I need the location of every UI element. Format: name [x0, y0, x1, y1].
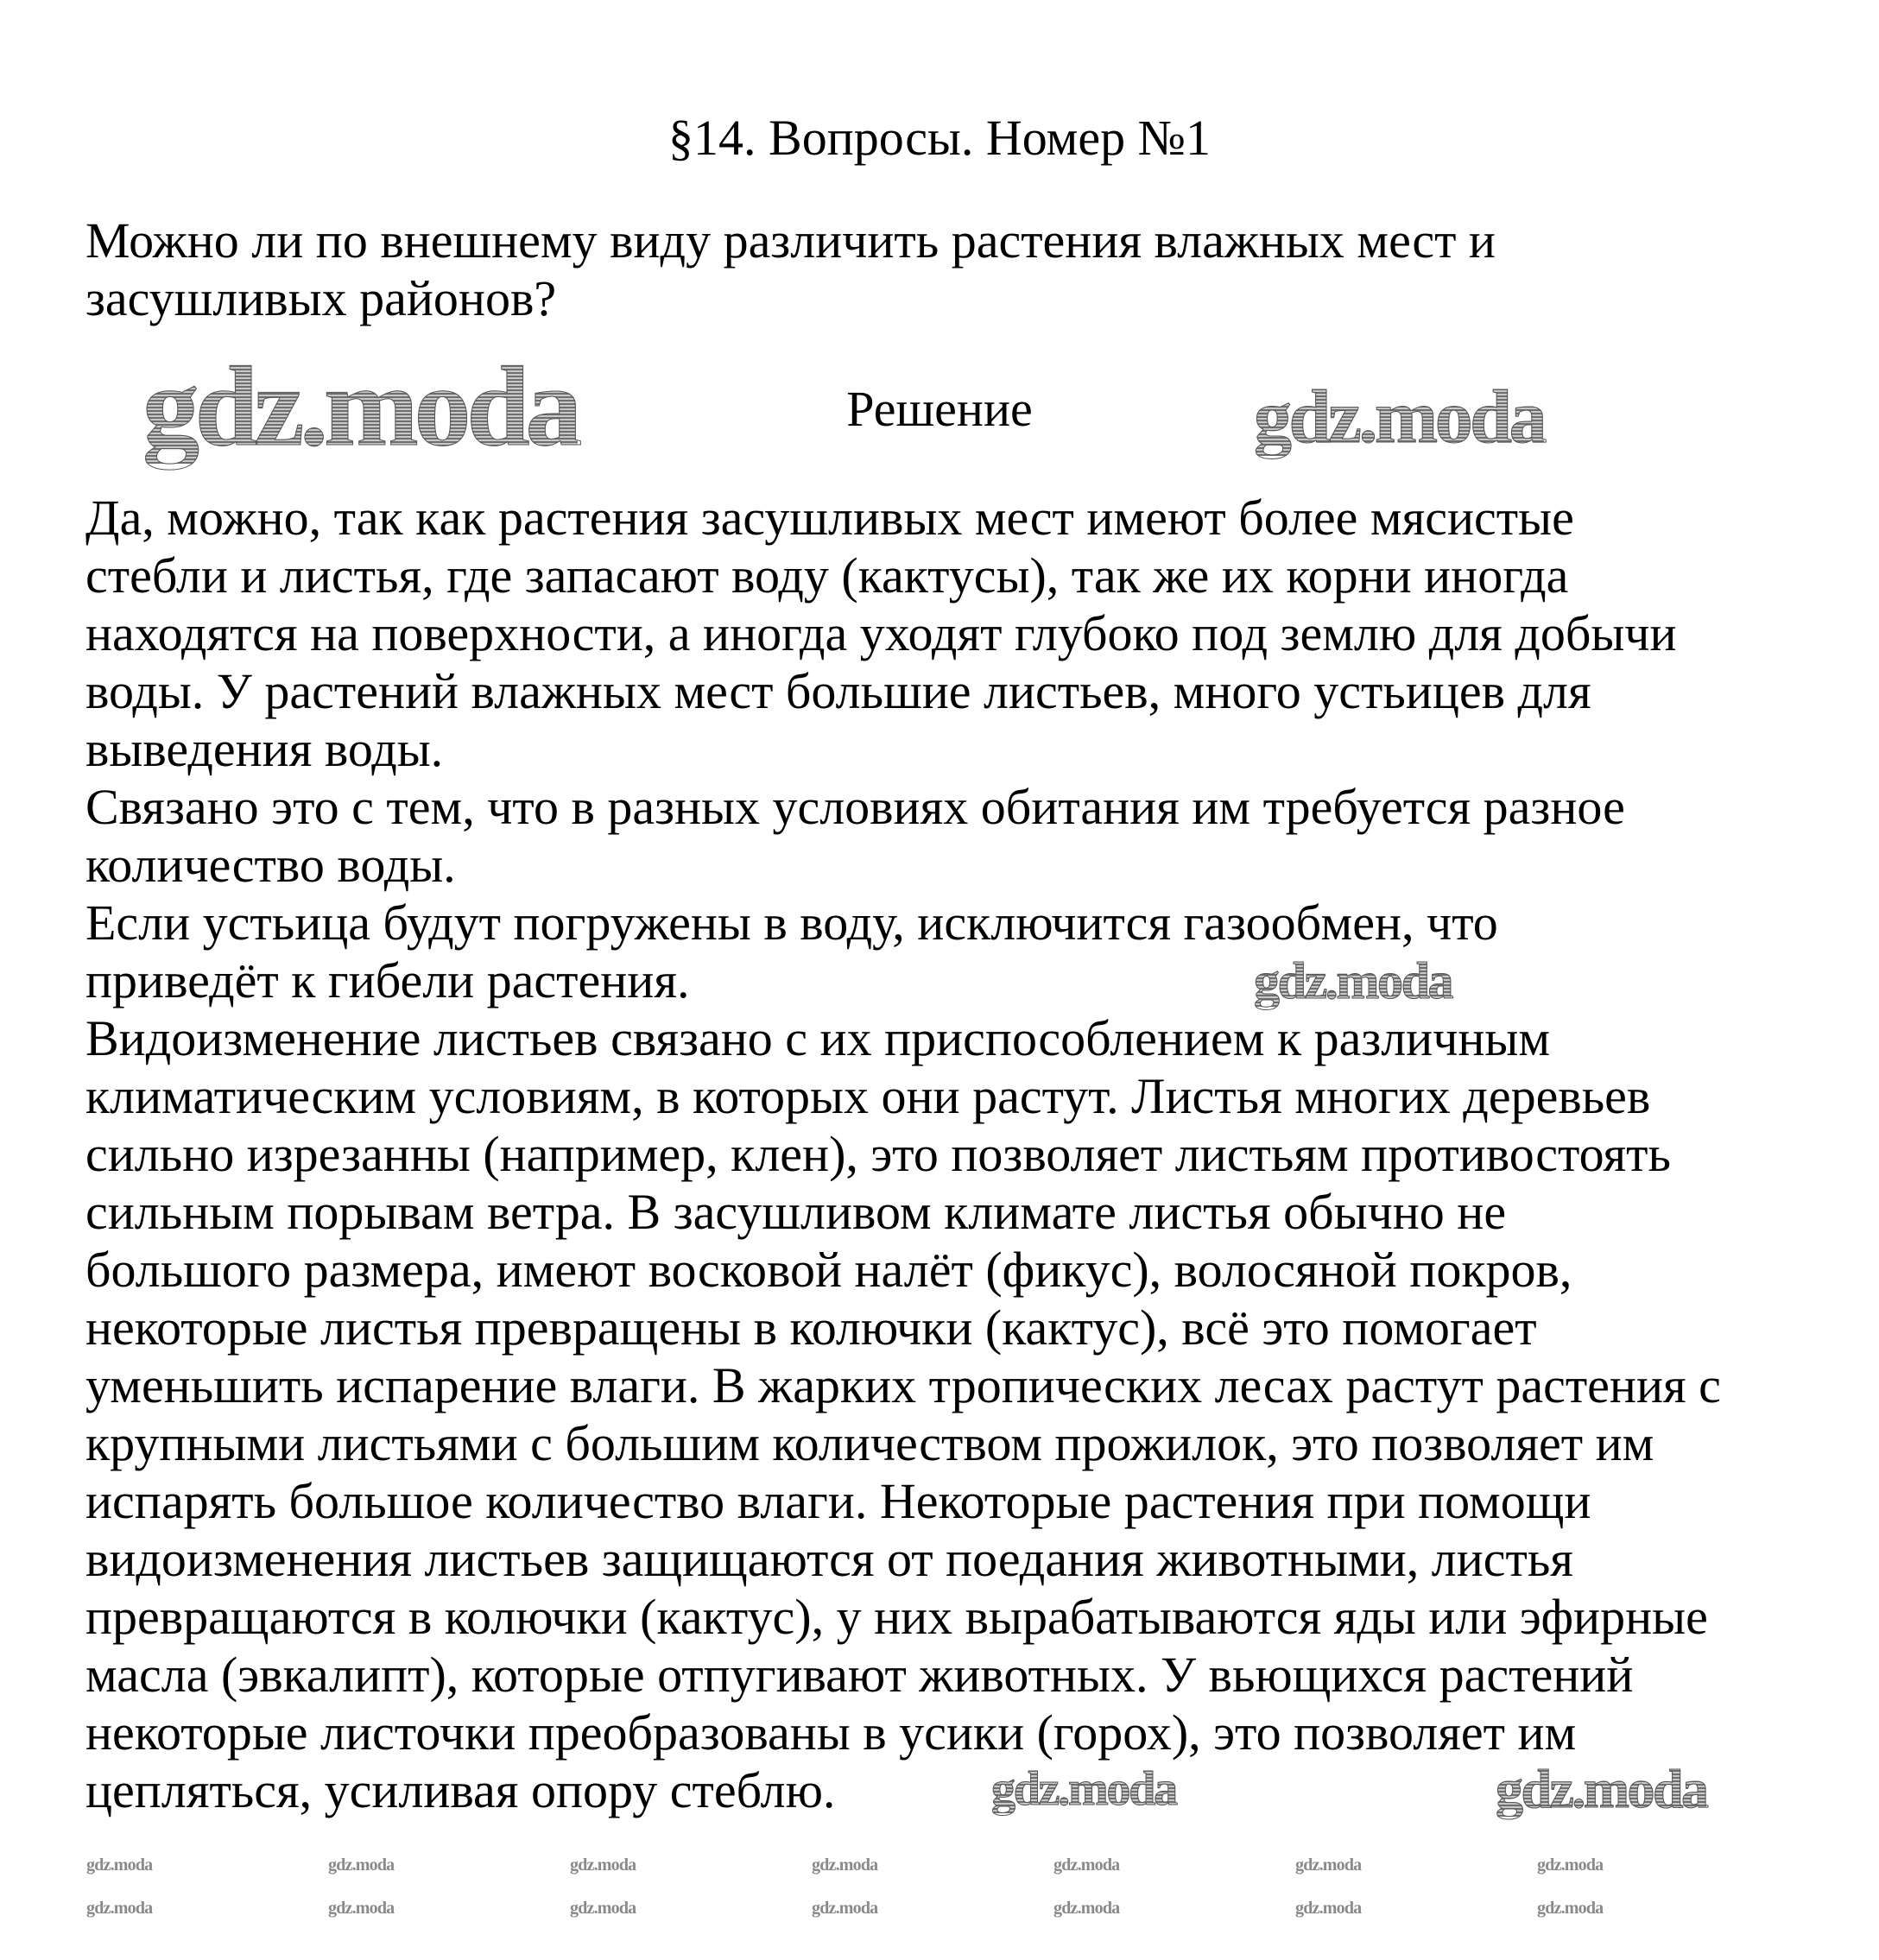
answer-line: находятся на поверхности, а иногда уходят глубоко под землю для добычи: [85, 605, 1677, 661]
answer-line: крупными листьями с большим количеством прожилок, это позволяет им: [85, 1415, 1654, 1471]
watermark-small: gdz.moda: [1537, 1899, 1604, 1918]
answer-line: Связано это с тем, что в разных условиях обитания им требуется разное: [85, 779, 1625, 835]
answer-line: приведёт к гибели растения.: [85, 952, 690, 1008]
answer-line: превращаются в колючки (кактус), у них вырабатываются яды или эфирные: [85, 1589, 1708, 1645]
answer-line: количество воды.: [85, 837, 456, 893]
watermark-small: gdz.moda: [570, 1899, 636, 1918]
watermark-small: gdz.moda: [328, 1856, 395, 1875]
watermark-small: gdz.moda: [1295, 1856, 1362, 1875]
answer-line: стебли и листья, где запасают воду (кактусы), так же их корни иногда: [85, 547, 1569, 604]
question-line: засушливых районов?: [85, 270, 557, 326]
watermark-small: gdz.moda: [812, 1856, 878, 1875]
answer-line: масла (эвкалипт), которые отпугивают животных. У вьющихся растений: [85, 1647, 1634, 1703]
answer-line: выведения воды.: [85, 721, 444, 777]
answer-line: сильно изрезанны (например, клен), это позволяет листьям противостоять: [85, 1126, 1671, 1182]
answer-line: уменьшить испарение влаги. В жарких тропических лесах растут растения с: [85, 1357, 1721, 1413]
watermark-small: gdz.moda: [328, 1899, 395, 1918]
watermark: gdz.moda: [1496, 1758, 1707, 1819]
answer-line: некоторые листочки преобразованы в усики (горох), это позволяет им: [85, 1704, 1577, 1761]
answer-line: испарять большое количество влаги. Некоторые растения при помощи: [85, 1473, 1591, 1529]
question-line: Можно ли по внешнему виду различить растения влажных мест и: [85, 212, 1496, 269]
watermark: gdz.moda: [1254, 952, 1452, 1009]
watermark-small: gdz.moda: [1053, 1856, 1120, 1875]
answer-line: Да, можно, так как растения засушливых мест имеют более мясистые: [85, 490, 1574, 546]
solution-heading: Решение: [846, 381, 1033, 437]
answer-line: климатическим условиям, в которых они растут. Листья многих деревьев: [85, 1068, 1651, 1124]
answer-line: большого размера, имеют восковой налёт (фикус), волосяной покров,: [85, 1242, 1572, 1298]
watermark-small: gdz.moda: [1295, 1899, 1362, 1918]
answer-line: цепляться, усиливая опору стеблю.: [85, 1762, 836, 1818]
answer-line: Если устьица будут погружены в воду, исключится газообмен, что: [85, 895, 1498, 951]
watermark-small: gdz.moda: [1053, 1899, 1120, 1918]
page-title: §14. Вопросы. Номер №1: [668, 110, 1211, 166]
watermark: gdz.moda: [991, 1762, 1176, 1816]
watermark-small: gdz.moda: [570, 1856, 636, 1875]
watermark-small: gdz.moda: [812, 1899, 878, 1918]
answer-line: некоторые листья превращены в колючки (кактус), всё это помогает: [85, 1299, 1537, 1356]
answer-line: сильным порывам ветра. В засушливом климате листья обычно не: [85, 1184, 1507, 1240]
answer-line: воды. У растений влажных мест большие листьев, много устьицев для: [85, 663, 1591, 719]
watermark: gdz.moda: [142, 343, 579, 470]
watermark-small: gdz.moda: [1537, 1856, 1604, 1875]
watermark-small: gdz.moda: [86, 1899, 153, 1918]
answer-line: видоизменения листьев защищаются от поедания животными, листья: [85, 1531, 1573, 1587]
watermark-small: gdz.moda: [86, 1856, 153, 1875]
watermark: gdz.moda: [1254, 376, 1545, 459]
answer-line: Видоизменение листьев связано с их приспособлением к различным: [85, 1010, 1551, 1066]
